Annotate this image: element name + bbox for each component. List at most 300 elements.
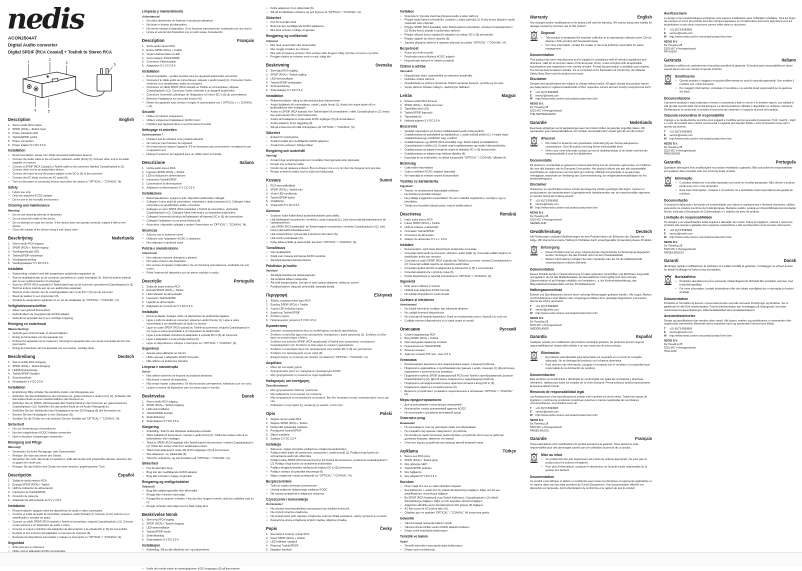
list-item: • Branchez l'adaptateur sur une prise secteur (6). (142, 98, 254, 101)
bullet-list (266, 21, 392, 32)
list-item: • Pulire l'esterno del dispositivo con un panno morbido e umido. (142, 272, 254, 275)
language-label: Türkçe (502, 448, 516, 454)
list-item: • Συνδέστε το καλώδιο ήχου στον μετατροπέα, επισήμανση L audio (μπροστά) (1). Συνδέστε το άλλο άκρο σε ενισχυτή ήχου ή δέκτη. (266, 333, 392, 340)
list-item: • Nepokoušejte se zařízení opravovat. Pokud nepracuje správně, vyměňte jej za nové. (400, 82, 516, 85)
section-heading-row (266, 63, 392, 68)
contact-value: +31 (0)73-5993965 (669, 327, 693, 331)
contact-line (530, 98, 652, 101)
contact-type-icon: E (530, 308, 532, 312)
bullet-list (266, 366, 392, 377)
list-item: Προσαρμογέας ρεύματος 5 V DC 0,5 A (270, 319, 317, 323)
address-line: PAÍSES BAIXOS (664, 251, 684, 255)
language-label: Español (636, 334, 652, 340)
list-item: Netzadapter 5 V DC 0,5 A (12, 380, 43, 384)
section-heading-row (142, 512, 254, 517)
list-item: • Solo per uso in ambienti interni (142, 234, 254, 237)
contact-type-icon: E (664, 134, 666, 138)
subsection-title: Avertissement (664, 12, 687, 16)
list-item: • Sluit de audiokabel aan op de converter, gemarkeerd L audio (voorzijde) (1). Sluit het andere uiteinde aan op een audioversterker of ontvanger. (8, 276, 134, 283)
disposal-title: Bortskaffelse (675, 275, 696, 279)
list-item: • Рекомендация: выключите все подключенные аудио- и видеоустройства. (400, 363, 516, 366)
bullet-list (142, 352, 254, 363)
list-item: • Anslut strömadapterns runda ände till DC-ingången (5) på omvandlaren. (266, 118, 392, 121)
list-item: • Collegare l'adattatore a una presa elettrica (6). (142, 219, 254, 222)
list-item: Tápellátás jelző LED (404, 107, 429, 111)
weee-bin-icon-wrap (530, 244, 539, 266)
manual-section (142, 394, 254, 508)
subsection-title: Kurulum (400, 480, 414, 484)
list-item: Power adapter 5 V DC 0.5 A (12, 143, 46, 147)
list-item: • Pour plus d'informations, contactez le distributeur ou l'autorité locale responsable de la gestion des déchets. (541, 466, 652, 473)
subsection-title: Seguridad (8, 541, 25, 545)
list-item: • Älä puhdista laitteen sisäpuolta. (266, 278, 392, 281)
list-item: • Produktet skal afleveres på et passende indsamlingspunkt. Bortskaf ikke produktet sammen med husholdningsaffald. (675, 280, 796, 287)
page-footer-edge (0, 552, 802, 567)
list-item: • Endast för inomhusbruk (266, 136, 392, 139)
list-item: • Vain sisäkäyttöön (266, 251, 392, 254)
disposal-title: Eliminación (541, 351, 560, 355)
subsection-title: Haftungsausschluss (530, 288, 563, 293)
section-heading-row (266, 412, 392, 417)
list-item: • Forsøg ikke at reparere enheden. Hvis den ikke fungerer korrekt, skal den udskiftes med en ny. (142, 498, 254, 505)
address-line: 5215 MC 's-Hertogenbosch (664, 47, 697, 51)
bullet-list (400, 189, 516, 208)
list-item: • Älä käytä laitetta kosteissa tiloissa (266, 259, 392, 262)
list-item: • N'utilisez pas de solvants ni de produits abrasifs. (142, 138, 254, 141)
weee-bin-icon-wrap (664, 273, 673, 295)
list-item: Είσοδος SPDIF (RCA) + Toslink (270, 303, 308, 307)
address-line: PAESI BASSI (664, 152, 681, 156)
section-title: Description (142, 38, 165, 44)
section-heading-row (266, 293, 392, 298)
bullet-list (266, 485, 392, 496)
list-item: • Älä käytä liuottimia tai hankausaineita. (266, 274, 392, 277)
list-item: Adattatore di alimentazione 5 V CC 0,5 A (146, 186, 195, 190)
list-item: Toslink/SPDIF-omkopplare (270, 81, 302, 85)
list-item: • Nu folosiți solvenți de curățare sau substanțe abrazive. (400, 308, 516, 311)
list-item: • No intente reparar el dispositivo. Si no funciona correctamente, sustitúyalo por uno nuevo. (142, 27, 254, 30)
manual-section (530, 335, 652, 433)
subsection-title: Temizlik ve bakım (400, 535, 428, 539)
contact-block (530, 407, 652, 417)
list-item: Commutateur Toslink/SPDIF (146, 56, 180, 60)
list-item: • Puhdista laitteen ulkopuoli pehmeällä, kostealla liinalla. (266, 286, 392, 289)
list-item: • Doar pentru utilizare în interior (400, 285, 516, 288)
list-item: • Para obtener más información, póngase en contacto con el vendedor o la autoridad local responsable de la eliminación de residuos. (541, 364, 652, 371)
list-item: Conexiune de alimentare (404, 234, 434, 238)
list-item: • Ikke bruk rensemidler eller skuremidler. (266, 44, 392, 47)
address-block (664, 40, 796, 54)
list-item: • Conectați capătul cilindric al adaptorului la intrarea DC in (5) a convertorului. (400, 267, 516, 270)
list-item: • Enchufe el otro extremo del adaptador a una toma de corriente (6). (8, 532, 134, 535)
contact-type-icon: T (664, 28, 666, 32)
address-line: NEDIS B.V. (664, 339, 678, 343)
list-item: Toslink/SPDIF anahtarı (404, 466, 432, 470)
list-item: • Ne próbálja megjavítani a készüléket. Ha nem működik megfelelően, cserélje le egy új készülékre. (400, 197, 516, 204)
section-title: Opis (266, 411, 276, 417)
address-line: De Tweeling 28 (664, 145, 683, 149)
section-heading-row (8, 118, 134, 123)
list-item: • Ligue um cabo SPDIF (RCA coaxial) ou Toslink ao conversor, etiqueta Coaxial/optical in (2). Ligue a outra extremidade a um dispositivo de áudio/vídeo. (142, 327, 254, 334)
list-item: Вход SPDIF (RCA) + Toslink (404, 337, 439, 341)
contact-type-icon: W (664, 137, 667, 141)
sections-column-6 (664, 12, 796, 353)
list-item: • Μην καθαρίσετε το εσωτερικό της συσκευής. (266, 393, 392, 396)
list-item: Virtasovitin 5 V DC 0,5 A (270, 204, 300, 208)
subsection-title: Меры предосторожности (400, 398, 442, 403)
bullet-list (266, 448, 392, 478)
list-item: • Liitä äänikaapeli muuntimeen, merkintä L audio (etupuoli) (1). Liitä toinen pää äänivahvistimeen tai vastaanottimeen. (266, 218, 392, 225)
bullet-list (142, 138, 254, 157)
contact-value: service@nedis.com (669, 331, 693, 335)
weee-bin-icon (530, 136, 538, 147)
list-item: • Versuchen Sie nicht, das Gerät zu reparieren. Falls das Gerät nicht einwandfrei arbeitet, tauschen Sie es gegen ein neues aus. (8, 458, 134, 465)
list-item: • Conectați adaptorul la o priză de rețea (6). (400, 271, 516, 274)
list-item: • Conectați un cablu SPDIF (RCA coaxial) sau Toslink la convertor, eticheta Coaxial/optical in (2). Conectați celălalt capăt la un dispozitiv audio/video. (400, 260, 516, 267)
list-item: Toslink/SPDIF-Schalter (12, 372, 40, 376)
disposal-block (530, 451, 652, 473)
address-line: 5215 MC 's-Hertogenbosch (530, 218, 563, 222)
disposal-title: Disposal (541, 31, 555, 36)
list-item: • Nie podejmować prób naprawy urządzenia. Jeśli nie działa poprawnie, należy wymienić je na nowe. (266, 515, 392, 518)
contact-line (664, 35, 796, 38)
section-heading-row (400, 449, 516, 454)
manual-section (530, 15, 652, 116)
list-item: Stereo audio RCA output (12, 124, 42, 128)
contact-type-icon: T (530, 199, 532, 203)
column-6-warranty (664, 8, 796, 560)
paragraph: Os designs e as especificações estão sujeitos a alteração sem aviso. Todos os logótipos, marcas e nomes de produtos são marcas registadas dos respetivos proprietários e são reconhecidos como tal neste documento. (664, 220, 793, 228)
address-line: PAÍSES BAJOS (530, 429, 549, 433)
section-heading-row (8, 473, 134, 478)
paragraph: Toutes altérations et/ou modifications du produit annuleront la garantie. Nous déclinons toute responsabilité pour des dommages causés par une utilisation incorrecte de ce produit. (530, 443, 639, 450)
list-item: • Kapcsolja be az eszközöket, és állítsa a kapcsolót "OPTICAL" / "COAXIAL" állásba (4). (400, 156, 516, 159)
subsection-title: Instalación (8, 504, 26, 508)
paragraph: Any changes and/or modifications to the product will void the warranty. We cannot accept any liability for damage caused by incorrect use of this product. (530, 21, 652, 28)
section-title: Garantia (664, 160, 681, 165)
subsection-title: Curățare și întreținere (400, 298, 435, 302)
figure-callout-number: 2 (48, 58, 51, 63)
list-item: • Encienda los dispositivos conectados y coloque el interruptor en "OPTICAL" / "COAXIAL" (4). (8, 536, 134, 539)
list-item: • Venek zařízení očistěte měkkým, navlhčeným hadříkem. (400, 86, 516, 89)
list-item: • Nu curățați interiorul dispozitivului. (400, 312, 516, 315)
list-item: • Anslut adaptern till ett vägguttag (6). (266, 122, 392, 125)
list-item: Stromanschluss (12, 376, 32, 380)
address-block (530, 419, 652, 433)
paragraph: Le design et les caractéristiques techniques sont sujets à modification sans notification préalable. Tous les logos de marques et noms de produits sont des marques déposées ou immatriculées dont leurs détenteurs sont les propriétaires et sont donc reconnues comme telles dans ce document. (664, 16, 796, 27)
contact-block (530, 305, 652, 315)
manual-section (664, 12, 796, 54)
list-item: • Ses kablosunu, L audio (ön) (1) etiketli dönüştürücüye bağlayın. Diğer ucu bir ses amplifikatörüne veya alıcıya bağlayın. (400, 489, 516, 496)
subsection-title: Disclaimer (530, 77, 547, 82)
contact-block (530, 91, 652, 101)
list-item: • Ikke prøv å reparere enheten. Hvis enheten ikke fungerer riktig, bytt den ut med en ny enhet. (266, 52, 392, 55)
list-item: • Tilslut et SPDIF (RCA koaksial) eller Toslink-kabel til konverteren, mærket Coaxial/optical in (2). Tilslut den anden ende til en audio/video-enhed. (142, 442, 254, 449)
list-item: Güç gösterge LED'i (404, 463, 428, 467)
subsection-title: Rengøring og vedligeholdelse (142, 480, 190, 484)
contact-line (664, 236, 796, 239)
list-item: • Подключите кабель SPDIF (коаксиальный RCA) или Toslink к преобразователю (разъем Coaxial/optical in) (2). Другой конец подключите к аудио/видеоустройству. (400, 375, 516, 382)
list-item: • Yalnızca ürünle birlikte verilen AC/DC adaptörü kullanın (400, 526, 516, 529)
list-item: Power connection (12, 139, 34, 143)
contact-type-icon: E (530, 410, 532, 414)
manual-section (8, 473, 134, 557)
list-item: Napájecí konektor (270, 548, 292, 552)
warning-title: Figyelem! (400, 185, 414, 189)
section-heading-row (530, 229, 652, 234)
list-item: • Csak beltéri használatra (400, 167, 516, 170)
list-item: • Utilizați doar adaptorul AC/DC furnizat (400, 289, 516, 292)
subsection-title: Güvenlik (400, 517, 414, 521)
subsection-title: Czyszczenie i konserwacja (266, 497, 308, 502)
list-item: • Non utilizzare solventi detergenti o abrasivi. (142, 256, 254, 259)
paragraph: Qualsiasi modifica e/o cambiamento al prodotto annullerà la garanzia. Si declina ogni responsabilità per danni causati da un uso non corretto di questo prodotto. (664, 64, 793, 71)
list-item: • Javaslat: kapcsolja ki az összes csatlakoztatott audio-/videoeszközt. (400, 130, 516, 133)
list-item: Ligação de alimentação (146, 301, 175, 305)
bullet-list (142, 75, 254, 108)
address-line: PAYS-BAS (664, 50, 677, 54)
subsection-title: Instalação (142, 310, 159, 314)
section-title: Garanzia (664, 58, 682, 63)
list-item: • Csatlakoztasson egy SPDIF (RCA koaxiális) vagy Toslink kábelt az átalakítóhoz, Coaxial/optical in jelölés (2). A másik végét csatlakoztassa egy audio-/videoeszközhöz. (400, 141, 516, 148)
list-item: • Schließen Sie den Hohlstecker des Netzadapters an den DC-Eingang (5) des Konverters an. (8, 410, 134, 413)
contact-type-icon: W (530, 312, 533, 316)
list-item: • O produto destina-se a recolha separada num ponto de recolha apropriado. Não elimine o produto juntamente com o lixo doméstico. (675, 182, 796, 189)
address-line: THE NETHERLANDS (530, 112, 556, 116)
list-item: • Rengör enhetens utsida med en mjuk och fuktig trasa. (266, 171, 392, 174)
section-title: Kuvaus (266, 178, 281, 183)
contact-type-icon: T (664, 327, 666, 331)
contact-type-icon: T (530, 90, 532, 94)
list-item: Hálózati adapter 5 V DC 0,5 A (404, 119, 440, 123)
bullet-list (142, 197, 254, 227)
section-title: Descrierea (400, 211, 421, 217)
list-item: Toslink/SPDIF-kytkin (270, 196, 295, 200)
disposal-text (541, 349, 652, 371)
manual-section (664, 160, 796, 255)
list-item: LED de indicare a alimentării (404, 226, 439, 230)
address-line: NEDIS B.V. (664, 40, 678, 44)
bullet-list (8, 213, 134, 232)
list-item: • Connect the AC blade end into an AC outlet (6). (8, 177, 134, 180)
list-item: • Schakel de aangesloten apparaten in en zet de schakelaar op "OPTICAL" / "COAXIAL" (4). (8, 299, 134, 302)
subsection-title: Installatie (8, 267, 24, 272)
paragraph: Ontwerpen en specificaties kunnen zonder kennisgeving worden gewijzigd. Alle logo's, merken en productnamen zijn handelsmerken of geregistreerde handelsmerken van de respectievelijke eigenaren en worden hierbij als zodanig erkend. (530, 187, 651, 198)
list-item: • AC fişli ucunu bir AC prizine takın (6). (400, 508, 516, 511)
section-heading-row (142, 279, 254, 284)
numbered-list (8, 243, 134, 266)
list-item: • Connectez le câble audio au convertisseur, étiqueté L audio (avant) (1). Connectez l'autre extrémité à un amplificateur audio ou récepteur. (142, 79, 254, 86)
warning-title: Avertisment! (400, 303, 417, 307)
list-item: • For more information, contact the retailer or the local authority responsible for waste management. (541, 44, 652, 51)
list-item: • Podłącz kabel SPDIF (RCA koncentryczny) lub Toslink do konwertera, oznaczenie Coaxial/optical in (2). Podłącz drugi koniec do urządzenia audio/wideo. (266, 459, 392, 466)
section-title: Warranty (530, 15, 548, 20)
paragraph: Il presente prodotto è stato realizzato e fornito in conformità a tutte le norme e le direttive vigenti, con validità in tutti gli stati membri della Comunità Europea. La documentazione ufficiale è disponibile su richiesta, inclusa la Dichiarazione di conformità, la scheda di sicurezza dei materiali e il rapporto di prova del prodotto. (664, 101, 794, 112)
list-item: • Очистите корпус устройства при помощи мягкой влажной ткани. (400, 441, 516, 444)
list-item: • Nie używać rozpuszczalników czyszczących ani środków ściernych. (266, 507, 392, 510)
language-label: Ελληνικά (374, 293, 392, 298)
contact-type-icon: E (664, 232, 666, 236)
nedis-logo: nedis (7, 2, 84, 36)
list-item: SPDIF (RCA) + Toslink-ingång (270, 73, 307, 77)
sections-column-3 (266, 7, 392, 556)
list-item: • Rekommendation: stäng av alla anslutna ljud-/videoenheter. (266, 99, 392, 102)
list-item: Ieșire audio stereo RCA (404, 218, 433, 222)
address-block (530, 103, 652, 117)
section-title: Descripción (8, 473, 32, 478)
list-item: • Probeer het apparaat niet te repareren. Vervang het apparaat door een nieuw exemplaar als het niet goed werkt. (8, 340, 134, 347)
subsection-title: Documentación (530, 373, 555, 377)
list-item: • Koble den runde enden av strømadapteren til DC-inngangen (5) på konverteren. (142, 567, 254, 570)
list-item: • Gebruik geen schoonmaak- of schuurmiddelen. (8, 332, 134, 335)
list-item: • Non pulire l'interno del dispositivo. (142, 260, 254, 263)
list-item: • Schalten Sie die Geräte ein und schieben Sie den Schalter auf "OPTICAL" / "COAXIAL" (4). (8, 417, 134, 420)
bullet-list (541, 356, 652, 370)
list-item: • Älä yritä korjata laitetta. Jos laite ei toimi asianmukaisesti, vaihda se uuteen. (266, 282, 392, 285)
list-item: • Koble adapteren til en stikkontakt (6). (266, 7, 392, 10)
subsection-title: Rengjøring og vedlikehold (266, 34, 308, 38)
list-item: • Nie czyścić wnętrza urządzenia. (266, 511, 392, 514)
list-item: Λυχνία LED ένδειξης ισχύος (270, 307, 304, 311)
device-drawing (8, 58, 130, 114)
subsection-title: Установка (400, 358, 417, 362)
list-item: • El producto está diseñado para desecharlo por separado en un punto de recogida adecuado. No se deshaga del producto con la basura doméstica. (541, 356, 652, 363)
weee-bin-icon-wrap (530, 451, 539, 473)
column-5-warranty (530, 8, 652, 560)
address-line: 5215 MC 's-Hertogenbosch (530, 425, 563, 429)
section-heading-row (400, 94, 516, 99)
list-item: • Nur zur Verwendung in Innenräumen (8, 428, 134, 431)
section-heading-row (530, 15, 652, 20)
disposal-text (675, 175, 796, 197)
list-item: • Tilslut lydkablet til konverteren, mærket L audio (front) (1). Tilslut den anden ende til en lydforstærker eller modtager. (142, 434, 254, 441)
list-item: • Connect a SPDIF (RCA Coaxial) or Toslink cable to the converter, labelled Coaxial/optical in (2). Connect other end to an audio/video device. (8, 165, 134, 172)
list-item: Virran LED-merkkivalo (270, 192, 297, 196)
section-heading-row (266, 527, 392, 532)
list-item: • Nu încercați să reparați dispozitivul. Dacă nu funcționează corect, înlocuiți-l cu unul nou. (400, 316, 516, 319)
disposal-text (675, 73, 796, 95)
list-item: Saída de áudio estéreo RCA (146, 285, 181, 289)
section-title: Beschreibung (8, 354, 36, 360)
subsection-title: Nettoyage et entretien (142, 128, 177, 132)
list-item: • Adaptörün silindirik ucunu dönüştürücünün DC girişine (5) bağlayın. (400, 504, 516, 507)
subsection-title: Limitação de responsabilidade (664, 215, 713, 220)
bullet-list (142, 115, 254, 126)
bullet-list (541, 458, 652, 472)
list-item: • Подключите адаптер к сетевой розетке (6). (400, 386, 516, 389)
list-item: Adaptador de corrente de 5 V DC 0,5 A (146, 304, 193, 308)
list-item: Dioda LED wskaźnika zasilania (270, 425, 308, 429)
list-item: SPDIF (RCA) + Toslink bemenet (404, 103, 443, 107)
list-item: • Csatlakoztassa az adapter hengeres végét az átalakító DC in (5) bemenetébe. (400, 148, 516, 151)
subsection-title: Renuncia de responsabilidad legal (530, 390, 585, 395)
list-item: • Reinigen Sie nicht das Innere des Geräts. (8, 454, 134, 457)
list-item: Interruttore Toslink/SPDIF (146, 178, 177, 182)
section-heading-row (664, 259, 796, 264)
list-item: • Raccomandazione: spegnere tutti i dispositivi audio/video collegati. (142, 197, 254, 200)
manual-section (400, 212, 516, 323)
weee-bin-icon (530, 350, 538, 361)
list-item: Переключатель Toslink/SPDIF (404, 345, 442, 349)
contact-value: +31 (0)73-5993965 (535, 199, 559, 203)
disposal-text (541, 451, 652, 473)
list-item: • Reinig de buitenkant van het apparaat met een zachte, vochtige doek. (8, 347, 134, 350)
bullet-list (142, 467, 254, 478)
list-item: • Ligue o adaptador a uma tomada elétrica (6). (142, 338, 254, 341)
list-item: • Anslut ljudkabeln till omvandlaren, märkt L audio (front) (1). Anslut den andra änden till en ljudförstärkare eller mottagare. (266, 103, 392, 110)
contact-block (664, 328, 796, 338)
list-item: • Ενεργοποιήστε τις συσκευές και επιλέξτε τον διακόπτη "OPTICAL" / "COAXIAL" (4). (266, 356, 392, 359)
list-item: RCA-stereoäänilähtö (270, 184, 296, 188)
list-item: SPDIF (RCA) + Toslink-inngang (146, 522, 184, 526)
language-label: Nederlands (111, 236, 134, 241)
language-label: English (637, 15, 652, 20)
bullet-list (675, 280, 796, 294)
list-item: • Suositus: kytke kaikki liitetyt audio/videolaitteet pois päältä. (266, 214, 392, 217)
address-line: De Tweeling 28 (664, 244, 683, 248)
language-label: Magyar (501, 93, 516, 99)
section-title: Описание (400, 326, 421, 332)
manual-section (664, 259, 796, 354)
list-item: Έξοδος στερεοφωνικού ήχου RCA (270, 299, 311, 303)
list-item: Salida de audio estéreo RCA (12, 479, 47, 483)
list-item: • Använd inte enheten i fuktiga miljöer (266, 144, 392, 147)
bullet-list (400, 167, 516, 178)
list-item: • Não utilizar em ambientes húmidos (142, 360, 254, 363)
list-item: • Bir SPDIF (RCA Koaksiyel) veya Toslink kablosunu, Coaxial/optical in (2) etiketli dönüştürücüye bağlayın. Diğer ucu bir ses/video cihazına bağlayın. (400, 496, 516, 503)
list-item: • Sæt adapteren i en stikkontakt (6). (142, 453, 254, 456)
subsection-title: Ansvarsfraskrivelse (664, 314, 696, 319)
paragraph: Alle Änderungen und/oder Modifizierungen an dem Produkt haben ein Erlöschen der Garantie zur Folge. Wir übernehmen keine Haftung für Schäden durch unsachgemäße Verwendung dieses Produkts. (530, 235, 652, 243)
list-item: LED indikátor napájení (270, 540, 298, 544)
section-heading-row (530, 437, 652, 442)
contact-value: service@nedis.com (535, 94, 559, 98)
list-item: • Yalnızca kapalı mekanda kullanım içindir (400, 522, 516, 525)
list-item: Wyjście stereo audio RCA (270, 417, 302, 421)
section-heading-row (664, 160, 796, 165)
list-item: Voyant d'alimentation à LED (146, 52, 180, 56)
list-item: • Utilisez uniquement l'adaptateur AC/DC fourni (142, 119, 254, 122)
list-item: • Nur den mitgelieferten AC/DC-Adapter verwenden (8, 432, 134, 435)
contact-type-icon: E (664, 32, 666, 36)
bullet-list (675, 182, 796, 196)
list-item: • Μην χρησιμοποιείτε τη συσκευή σε υγρό περιβάλλον (266, 374, 392, 377)
section-heading-row (664, 58, 796, 63)
subsection-title: Limpeza e manutenção (142, 365, 179, 369)
list-item: Stereo audio RCA-uitgang (12, 242, 44, 246)
list-item: • Verwenden Sie keine Reinigungs- oder Scheuermittel. (8, 450, 134, 453)
list-item: Stereoljud RCA-utgång (270, 69, 298, 73)
disposal-block (664, 273, 796, 295)
list-item: • Csak a mellékelt AC/DC adaptert használja (400, 170, 516, 173)
section-heading-row (8, 355, 134, 360)
product-subtitle: Digital SPDIF (RCA Coaxial) + Toslink to Stereo RCA (8, 49, 112, 55)
list-item: • Clean the outside of the device using a soft, damp cloth. (8, 229, 134, 232)
list-item: • Nicht in feuchten Umgebungen verwenden (8, 435, 134, 438)
address-line: 5215 MC 's-Hertogenbosch (664, 149, 697, 153)
numbered-list (266, 299, 392, 322)
subsection-title: Tisztítás és karbantartás (400, 179, 439, 184)
manual-section (266, 293, 392, 407)
list-item: • Μην επιχειρήσετε να επισκευάσετε τη συσκευή. Εάν δεν λειτουργεί σωστά, αντικαταστήστε την με μια νέα. (266, 397, 392, 404)
list-item: • Collegare un cavo SPDIF (RCA coassiale) o Toslink al convertitore, etichettato Coaxial/optical in (2). Collegare l'altra estremità a un dispositivo audio/video. (142, 208, 254, 215)
list-item: • Schließen Sie das Audiokabel an den Konverter an, gekennzeichnet L audio (vorn) (1). Schließen Sie das andere Ende an einen Audioverstärker oder Receiver an. (8, 395, 134, 402)
list-item: • Ne használja az eszközt nedves környezetben (400, 174, 516, 177)
contact-line (530, 312, 652, 315)
column-6-content (664, 12, 796, 353)
paragraph: Cualquier cambio y/o modificación del producto anulará la garantía. No podemos asumir ninguna responsabilidad por ningún daño debido a un uso incorrecto de este producto. (530, 341, 644, 348)
warning-title: ¡Advertencia! (142, 15, 160, 19)
